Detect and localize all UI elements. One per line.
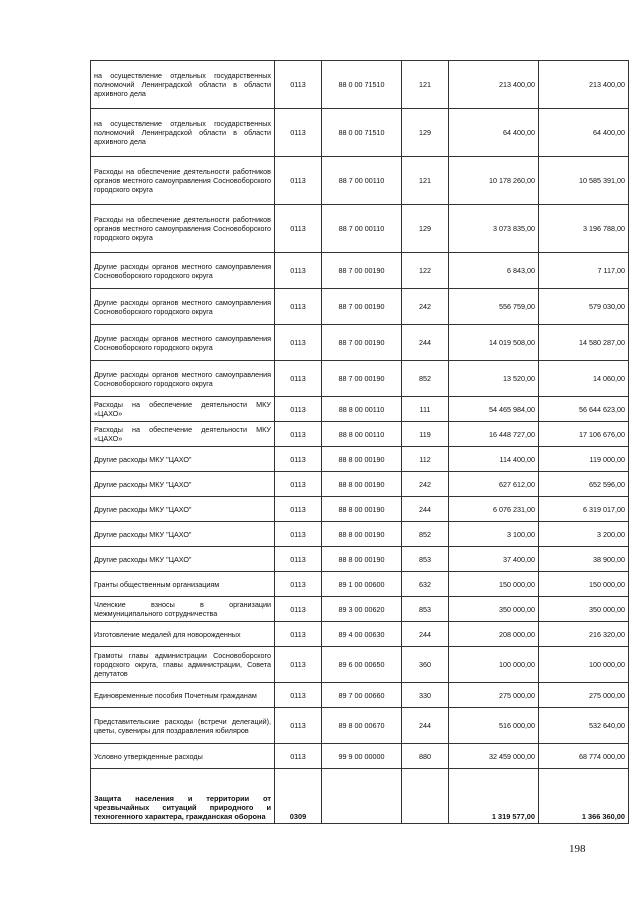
row-name-cell: Условно утвержденные расходы xyxy=(91,744,275,769)
table-row xyxy=(91,744,629,769)
table-row xyxy=(91,708,629,744)
row-name-cell: Другие расходы органов местного самоуправления Сосновоборского городского округа xyxy=(91,289,275,325)
row-target-code-cell xyxy=(322,769,402,824)
row-target-code-cell: 88 8 00 00190 xyxy=(322,522,402,547)
table-row xyxy=(91,289,629,325)
row-section-cell: 0113 xyxy=(275,397,322,422)
row-expense-type-cell: 121 xyxy=(402,61,449,109)
row-expense-type-cell: 111 xyxy=(402,397,449,422)
row-amount-year2-cell: 17 106 676,00 xyxy=(539,422,629,447)
row-name-cell: Гранты общественным организациям xyxy=(91,572,275,597)
row-expense-type-cell: 242 xyxy=(402,472,449,497)
row-target-code-cell: 88 0 00 71510 xyxy=(322,61,402,109)
row-amount-year1-cell: 13 520,00 xyxy=(449,361,539,397)
row-target-code-cell: 89 8 00 00670 xyxy=(322,708,402,744)
table-row xyxy=(91,447,629,472)
row-amount-year1-cell: 54 465 984,00 xyxy=(449,397,539,422)
row-target-code-cell: 88 7 00 00190 xyxy=(322,289,402,325)
row-name-cell: Другие расходы МКУ "ЦАХО" xyxy=(91,497,275,522)
table-row xyxy=(91,472,629,497)
row-amount-year2-cell: 100 000,00 xyxy=(539,647,629,683)
row-section-cell: 0113 xyxy=(275,325,322,361)
table-row xyxy=(91,572,629,597)
row-amount-year2-cell: 14 060,00 xyxy=(539,361,629,397)
row-amount-year1-cell: 275 000,00 xyxy=(449,683,539,708)
row-name-cell: Защита населения и территории от чрезвычайных ситуаций природного и техногенного характера, гражданская оборона xyxy=(91,769,275,824)
row-target-code-cell: 88 8 00 00190 xyxy=(322,497,402,522)
row-expense-type-cell: 112 xyxy=(402,447,449,472)
table-row xyxy=(91,769,629,824)
row-amount-year1-cell: 556 759,00 xyxy=(449,289,539,325)
row-name-cell: Другие расходы МКУ "ЦАХО" xyxy=(91,547,275,572)
row-target-code-cell: 88 8 00 00110 xyxy=(322,397,402,422)
row-expense-type-cell: 244 xyxy=(402,325,449,361)
table-row xyxy=(91,157,629,205)
table-row xyxy=(91,397,629,422)
row-section-cell: 0113 xyxy=(275,253,322,289)
row-name-cell: Грамоты главы администрации Сосновоборского городского округа, главы администрации, Совета депутатов xyxy=(91,647,275,683)
row-section-cell: 0113 xyxy=(275,472,322,497)
row-amount-year1-cell: 3 100,00 xyxy=(449,522,539,547)
row-target-code-cell: 89 6 00 00650 xyxy=(322,647,402,683)
row-amount-year2-cell: 652 596,00 xyxy=(539,472,629,497)
row-name-cell: Расходы на обеспечение деятельности работников органов местного самоуправления Сосновоборского городского округа xyxy=(91,157,275,205)
row-amount-year2-cell: 68 774 000,00 xyxy=(539,744,629,769)
row-amount-year1-cell: 6 076 231,00 xyxy=(449,497,539,522)
row-name-cell: Другие расходы МКУ "ЦАХО" xyxy=(91,522,275,547)
row-expense-type-cell: 632 xyxy=(402,572,449,597)
row-amount-year2-cell: 350 000,00 xyxy=(539,597,629,622)
row-section-cell: 0113 xyxy=(275,597,322,622)
row-amount-year1-cell: 516 000,00 xyxy=(449,708,539,744)
row-expense-type-cell: 242 xyxy=(402,289,449,325)
row-name-cell: Расходы на обеспечение деятельности работников органов местного самоуправления Сосновоборского городского округа xyxy=(91,205,275,253)
row-amount-year2-cell: 10 585 391,00 xyxy=(539,157,629,205)
row-amount-year1-cell: 3 073 835,00 xyxy=(449,205,539,253)
row-target-code-cell: 88 7 00 00110 xyxy=(322,157,402,205)
row-amount-year1-cell: 150 000,00 xyxy=(449,572,539,597)
row-target-code-cell: 99 9 00 00000 xyxy=(322,744,402,769)
row-amount-year2-cell: 275 000,00 xyxy=(539,683,629,708)
row-amount-year2-cell: 532 640,00 xyxy=(539,708,629,744)
row-name-cell: на осуществление отдельных государственных полномочий Ленинградской области в области архивного дела xyxy=(91,61,275,109)
row-target-code-cell: 88 7 00 00110 xyxy=(322,205,402,253)
row-amount-year1-cell: 350 000,00 xyxy=(449,597,539,622)
row-section-cell: 0113 xyxy=(275,497,322,522)
row-section-cell: 0113 xyxy=(275,289,322,325)
row-amount-year2-cell: 38 900,00 xyxy=(539,547,629,572)
row-name-cell: Другие расходы органов местного самоуправления Сосновоборского городского округа xyxy=(91,253,275,289)
row-amount-year1-cell: 627 612,00 xyxy=(449,472,539,497)
row-name-cell: Другие расходы МКУ "ЦАХО" xyxy=(91,447,275,472)
table-row xyxy=(91,547,629,572)
row-amount-year2-cell: 3 196 788,00 xyxy=(539,205,629,253)
row-amount-year1-cell: 6 843,00 xyxy=(449,253,539,289)
table-row xyxy=(91,622,629,647)
row-amount-year1-cell: 32 459 000,00 xyxy=(449,744,539,769)
row-amount-year2-cell: 119 000,00 xyxy=(539,447,629,472)
row-amount-year2-cell: 3 200,00 xyxy=(539,522,629,547)
row-section-cell: 0113 xyxy=(275,61,322,109)
row-amount-year2-cell: 6 319 017,00 xyxy=(539,497,629,522)
row-section-cell: 0113 xyxy=(275,205,322,253)
row-section-cell: 0113 xyxy=(275,683,322,708)
row-expense-type-cell: 121 xyxy=(402,157,449,205)
row-target-code-cell: 88 8 00 00110 xyxy=(322,422,402,447)
row-name-cell: Другие расходы органов местного самоуправления Сосновоборского городского округа xyxy=(91,325,275,361)
row-section-cell: 0113 xyxy=(275,522,322,547)
table-row xyxy=(91,647,629,683)
page-number: 198 xyxy=(569,843,586,855)
row-name-cell: Расходы на обеспечение деятельности МКУ «ЦАХО» xyxy=(91,397,275,422)
row-section-cell: 0113 xyxy=(275,647,322,683)
row-expense-type-cell: 244 xyxy=(402,622,449,647)
row-amount-year2-cell: 64 400,00 xyxy=(539,109,629,157)
row-name-cell: Другие расходы органов местного самоуправления Сосновоборского городского округа xyxy=(91,361,275,397)
table-row xyxy=(91,422,629,447)
table-row xyxy=(91,253,629,289)
row-target-code-cell: 88 7 00 00190 xyxy=(322,361,402,397)
table-row xyxy=(91,325,629,361)
row-section-cell: 0113 xyxy=(275,547,322,572)
row-expense-type-cell: 244 xyxy=(402,708,449,744)
row-name-cell: Членские взносы в организации межмуниципального сотрудничества xyxy=(91,597,275,622)
row-name-cell: Изготовление медалей для новорожденных xyxy=(91,622,275,647)
row-name-cell: Другие расходы МКУ "ЦАХО" xyxy=(91,472,275,497)
table-row xyxy=(91,683,629,708)
row-expense-type-cell: 129 xyxy=(402,109,449,157)
row-section-cell: 0113 xyxy=(275,622,322,647)
row-expense-type-cell: 360 xyxy=(402,647,449,683)
row-amount-year2-cell: 1 366 360,00 xyxy=(539,769,629,824)
row-amount-year1-cell: 64 400,00 xyxy=(449,109,539,157)
row-target-code-cell: 89 7 00 00660 xyxy=(322,683,402,708)
row-amount-year1-cell: 208 000,00 xyxy=(449,622,539,647)
row-amount-year2-cell: 56 644 623,00 xyxy=(539,397,629,422)
row-expense-type-cell: 852 xyxy=(402,522,449,547)
budget-table-body xyxy=(91,61,629,824)
table-row xyxy=(91,361,629,397)
row-amount-year1-cell: 16 448 727,00 xyxy=(449,422,539,447)
row-expense-type-cell: 330 xyxy=(402,683,449,708)
row-target-code-cell: 89 1 00 00600 xyxy=(322,572,402,597)
row-amount-year1-cell: 114 400,00 xyxy=(449,447,539,472)
row-expense-type-cell: 129 xyxy=(402,205,449,253)
row-expense-type-cell xyxy=(402,769,449,824)
row-amount-year2-cell: 216 320,00 xyxy=(539,622,629,647)
row-amount-year1-cell: 100 000,00 xyxy=(449,647,539,683)
row-section-cell: 0113 xyxy=(275,422,322,447)
row-target-code-cell: 88 8 00 00190 xyxy=(322,447,402,472)
row-section-cell: 0113 xyxy=(275,708,322,744)
row-target-code-cell: 88 8 00 00190 xyxy=(322,547,402,572)
row-section-cell: 0113 xyxy=(275,157,322,205)
row-target-code-cell: 88 7 00 00190 xyxy=(322,325,402,361)
row-amount-year2-cell: 213 400,00 xyxy=(539,61,629,109)
row-section-cell: 0113 xyxy=(275,109,322,157)
row-target-code-cell: 89 4 00 00630 xyxy=(322,622,402,647)
table-row xyxy=(91,597,629,622)
row-expense-type-cell: 853 xyxy=(402,547,449,572)
row-amount-year1-cell: 1 319 577,00 xyxy=(449,769,539,824)
table-row xyxy=(91,109,629,157)
row-amount-year1-cell: 10 178 260,00 xyxy=(449,157,539,205)
row-expense-type-cell: 880 xyxy=(402,744,449,769)
row-name-cell: Расходы на обеспечение деятельности МКУ «ЦАХО» xyxy=(91,422,275,447)
row-amount-year2-cell: 150 000,00 xyxy=(539,572,629,597)
table-row xyxy=(91,497,629,522)
row-expense-type-cell: 853 xyxy=(402,597,449,622)
row-section-cell: 0113 xyxy=(275,572,322,597)
row-amount-year1-cell: 14 019 508,00 xyxy=(449,325,539,361)
row-amount-year2-cell: 579 030,00 xyxy=(539,289,629,325)
row-expense-type-cell: 244 xyxy=(402,497,449,522)
row-name-cell: Представительские расходы (встречи делегаций), цветы, сувениры для поздравления юбиляров xyxy=(91,708,275,744)
row-section-cell: 0113 xyxy=(275,447,322,472)
row-target-code-cell: 88 8 00 00190 xyxy=(322,472,402,497)
row-expense-type-cell: 852 xyxy=(402,361,449,397)
row-target-code-cell: 88 7 00 00190 xyxy=(322,253,402,289)
row-expense-type-cell: 119 xyxy=(402,422,449,447)
budget-table xyxy=(90,60,629,824)
row-amount-year2-cell: 14 580 287,00 xyxy=(539,325,629,361)
row-section-cell: 0113 xyxy=(275,361,322,397)
row-name-cell: Единовременные пособия Почетным гражданам xyxy=(91,683,275,708)
row-amount-year1-cell: 213 400,00 xyxy=(449,61,539,109)
table-row xyxy=(91,205,629,253)
row-amount-year1-cell: 37 400,00 xyxy=(449,547,539,572)
row-section-cell: 0113 xyxy=(275,744,322,769)
row-amount-year2-cell: 7 117,00 xyxy=(539,253,629,289)
table-row xyxy=(91,522,629,547)
row-target-code-cell: 88 0 00 71510 xyxy=(322,109,402,157)
row-target-code-cell: 89 3 00 00620 xyxy=(322,597,402,622)
table-row xyxy=(91,61,629,109)
row-section-cell: 0309 xyxy=(275,769,322,824)
row-expense-type-cell: 122 xyxy=(402,253,449,289)
row-name-cell: на осуществление отдельных государственных полномочий Ленинградской области в области архивного дела xyxy=(91,109,275,157)
